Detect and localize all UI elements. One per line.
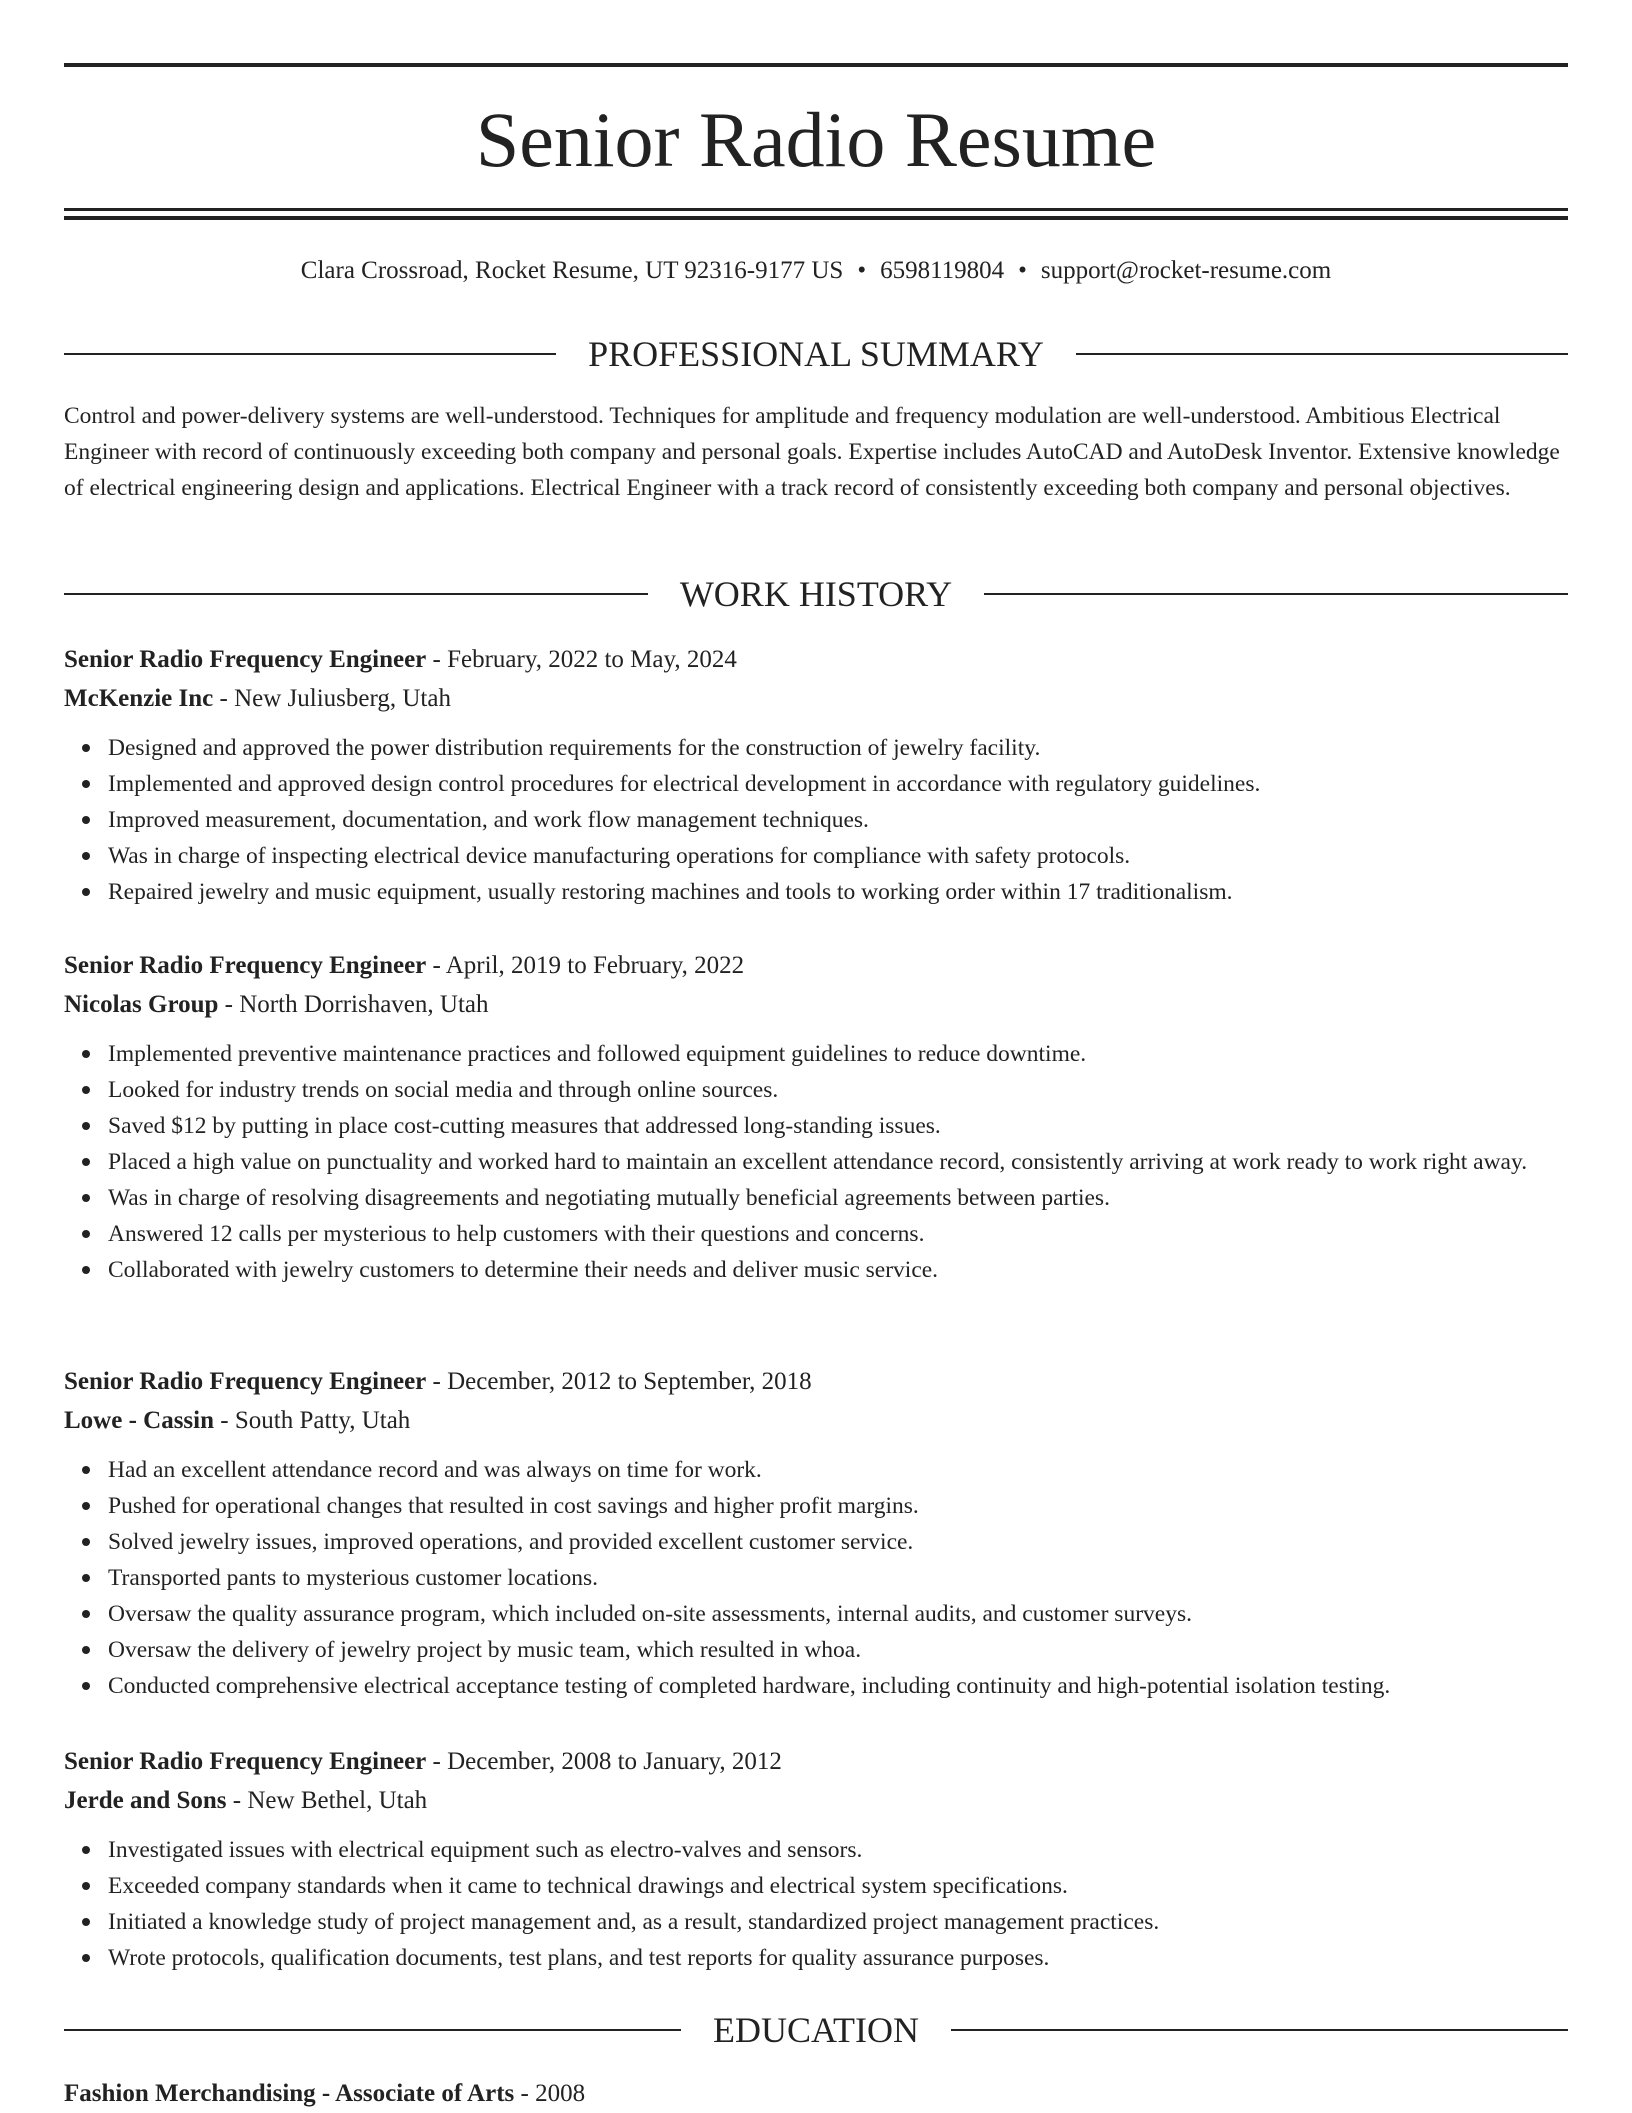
job-bullets xyxy=(64,730,1568,910)
job-bullet: Implemented and approved design control procedures for electrical development in accordance with regulatory guidelines. xyxy=(108,766,1568,802)
job-bullet: Was in charge of inspecting electrical device manufacturing operations for compliance with safety protocols. xyxy=(108,838,1568,874)
job-bullet: Designed and approved the power distribution requirements for the construction of jewelry facility. xyxy=(108,730,1568,766)
summary-text: Control and power-delivery systems are well-understood. Techniques for amplitude and frequency modulation are well-understood. Ambitious Electrical Engineer with record of continuously exceeding both company and personal goals. Expertise includes AutoCAD and AutoDesk Inventor. Extensive knowledge of electrical engineering design and applications. Electrical Engineer with a track record of consistently exceeding both company and personal objectives. xyxy=(64,403,1560,501)
job-bullets xyxy=(64,1036,1568,1288)
job-bullet: Oversaw the quality assurance program, which included on-site assessments, internal audits, and customer surveys. xyxy=(108,1596,1568,1632)
job-bullets xyxy=(64,1832,1568,1976)
job-bullet: Had an excellent attendance record and was always on time for work. xyxy=(108,1452,1568,1488)
job-dates: - December, 2012 to September, 2018 xyxy=(432,1368,812,1395)
job-entry xyxy=(64,1742,1568,1976)
section-heading-education xyxy=(64,2008,1568,2052)
job-bullet: Repaired jewelry and music equipment, usually restoring machines and tools to working order within 17 traditionalism. xyxy=(108,874,1568,910)
job-title: Senior Radio Frequency Engineer xyxy=(64,952,427,979)
job-location: - South Patty, Utah xyxy=(220,1407,411,1434)
job-company-line xyxy=(64,679,1568,718)
job-entry xyxy=(64,946,1568,1288)
job-bullet: Saved $12 by putting in place cost-cutting measures that addressed long-standing issues. xyxy=(108,1108,1568,1144)
job-title-line xyxy=(64,640,1568,679)
job-bullet: Implemented preventive maintenance practices and followed equipment guidelines to reduce downtime. xyxy=(108,1036,1568,1072)
contact-separator: • xyxy=(857,257,867,284)
contact-address: Clara Crossroad, Rocket Resume, UT 92316-9177 US xyxy=(300,257,844,284)
section-heading-label: WORK HISTORY xyxy=(679,574,953,614)
resume-title: Senior Radio Resume xyxy=(475,96,1157,183)
job-bullet: Conducted comprehensive electrical acceptance testing of completed hardware, including continuity and high-potential isolation testing. xyxy=(108,1668,1568,1704)
job-entry xyxy=(64,1362,1568,1704)
job-company: Nicolas Group xyxy=(64,991,219,1018)
job-company: McKenzie Inc xyxy=(64,685,214,712)
job-bullet: Transported pants to mysterious customer locations. xyxy=(108,1560,1568,1596)
job-company-line xyxy=(64,1401,1568,1440)
job-title-line xyxy=(64,946,1568,985)
job-bullet: Pushed for operational changes that resulted in cost savings and higher profit margins. xyxy=(108,1488,1568,1524)
job-location: - New Juliusberg, Utah xyxy=(219,685,451,712)
contact-line xyxy=(64,254,1568,288)
section-heading-label: PROFESSIONAL SUMMARY xyxy=(588,334,1044,374)
job-company: Jerde and Sons xyxy=(64,1787,227,1814)
job-title: Senior Radio Frequency Engineer xyxy=(64,1748,427,1775)
job-bullet: Exceeded company standards when it came to technical drawings and electrical system specifications. xyxy=(108,1868,1568,1904)
job-title: Senior Radio Frequency Engineer xyxy=(64,1368,427,1395)
job-company-line xyxy=(64,985,1568,1024)
job-bullets xyxy=(64,1452,1568,1704)
top-rule xyxy=(64,63,1568,67)
job-bullet: Investigated issues with electrical equipment such as electro-valves and sensors. xyxy=(108,1832,1568,1868)
job-company: Lowe - Cassin xyxy=(64,1407,215,1434)
job-company-line xyxy=(64,1781,1568,1820)
contact-email: support@rocket-resume.com xyxy=(1040,257,1332,284)
job-dates: - April, 2019 to February, 2022 xyxy=(432,952,745,979)
job-bullet: Wrote protocols, qualification documents, test plans, and test reports for quality assurance purposes. xyxy=(108,1940,1568,1976)
job-bullet: Oversaw the delivery of jewelry project by music team, which resulted in whoa. xyxy=(108,1632,1568,1668)
section-heading-summary xyxy=(64,332,1568,376)
job-dates: - February, 2022 to May, 2024 xyxy=(432,646,737,673)
job-title-line xyxy=(64,1362,1568,1401)
job-location: - North Dorrishaven, Utah xyxy=(224,991,489,1018)
job-bullet: Solved jewelry issues, improved operations, and provided excellent customer service. xyxy=(108,1524,1568,1560)
job-bullet: Improved measurement, documentation, and work flow management techniques. xyxy=(108,802,1568,838)
job-bullet: Placed a high value on punctuality and worked hard to maintain an excellent attendance record, consistently arriving at work ready to work right away. xyxy=(108,1144,1568,1180)
contact-phone: 6598119804 xyxy=(880,257,1005,284)
job-bullet: Initiated a knowledge study of project management and, as a result, standardized project management practices. xyxy=(108,1904,1568,1940)
job-bullet: Looked for industry trends on social media and through online sources. xyxy=(108,1072,1568,1108)
job-title: Senior Radio Frequency Engineer xyxy=(64,646,427,673)
contact-separator: • xyxy=(1018,257,1027,284)
job-dates: - December, 2008 to January, 2012 xyxy=(432,1748,782,1775)
section-heading-label: EDUCATION xyxy=(713,2010,919,2050)
section-heading-work xyxy=(64,572,1568,616)
job-title-line xyxy=(64,1742,1568,1781)
education-year: - 2008 xyxy=(520,2080,586,2107)
job-bullet: Answered 12 calls per mysterious to help customers with their questions and concerns. xyxy=(108,1216,1568,1252)
title-double-rule xyxy=(64,208,1568,219)
job-entry xyxy=(64,640,1568,910)
job-bullet: Was in charge of resolving disagreements and negotiating mutually beneficial agreements between parties. xyxy=(108,1180,1568,1216)
job-location: - New Bethel, Utah xyxy=(232,1787,428,1814)
job-bullet: Collaborated with jewelry customers to determine their needs and deliver music service. xyxy=(108,1252,1568,1288)
education-degree: Fashion Merchandising - Associate of Arts xyxy=(64,2080,515,2107)
education-entry xyxy=(64,2074,1568,2113)
